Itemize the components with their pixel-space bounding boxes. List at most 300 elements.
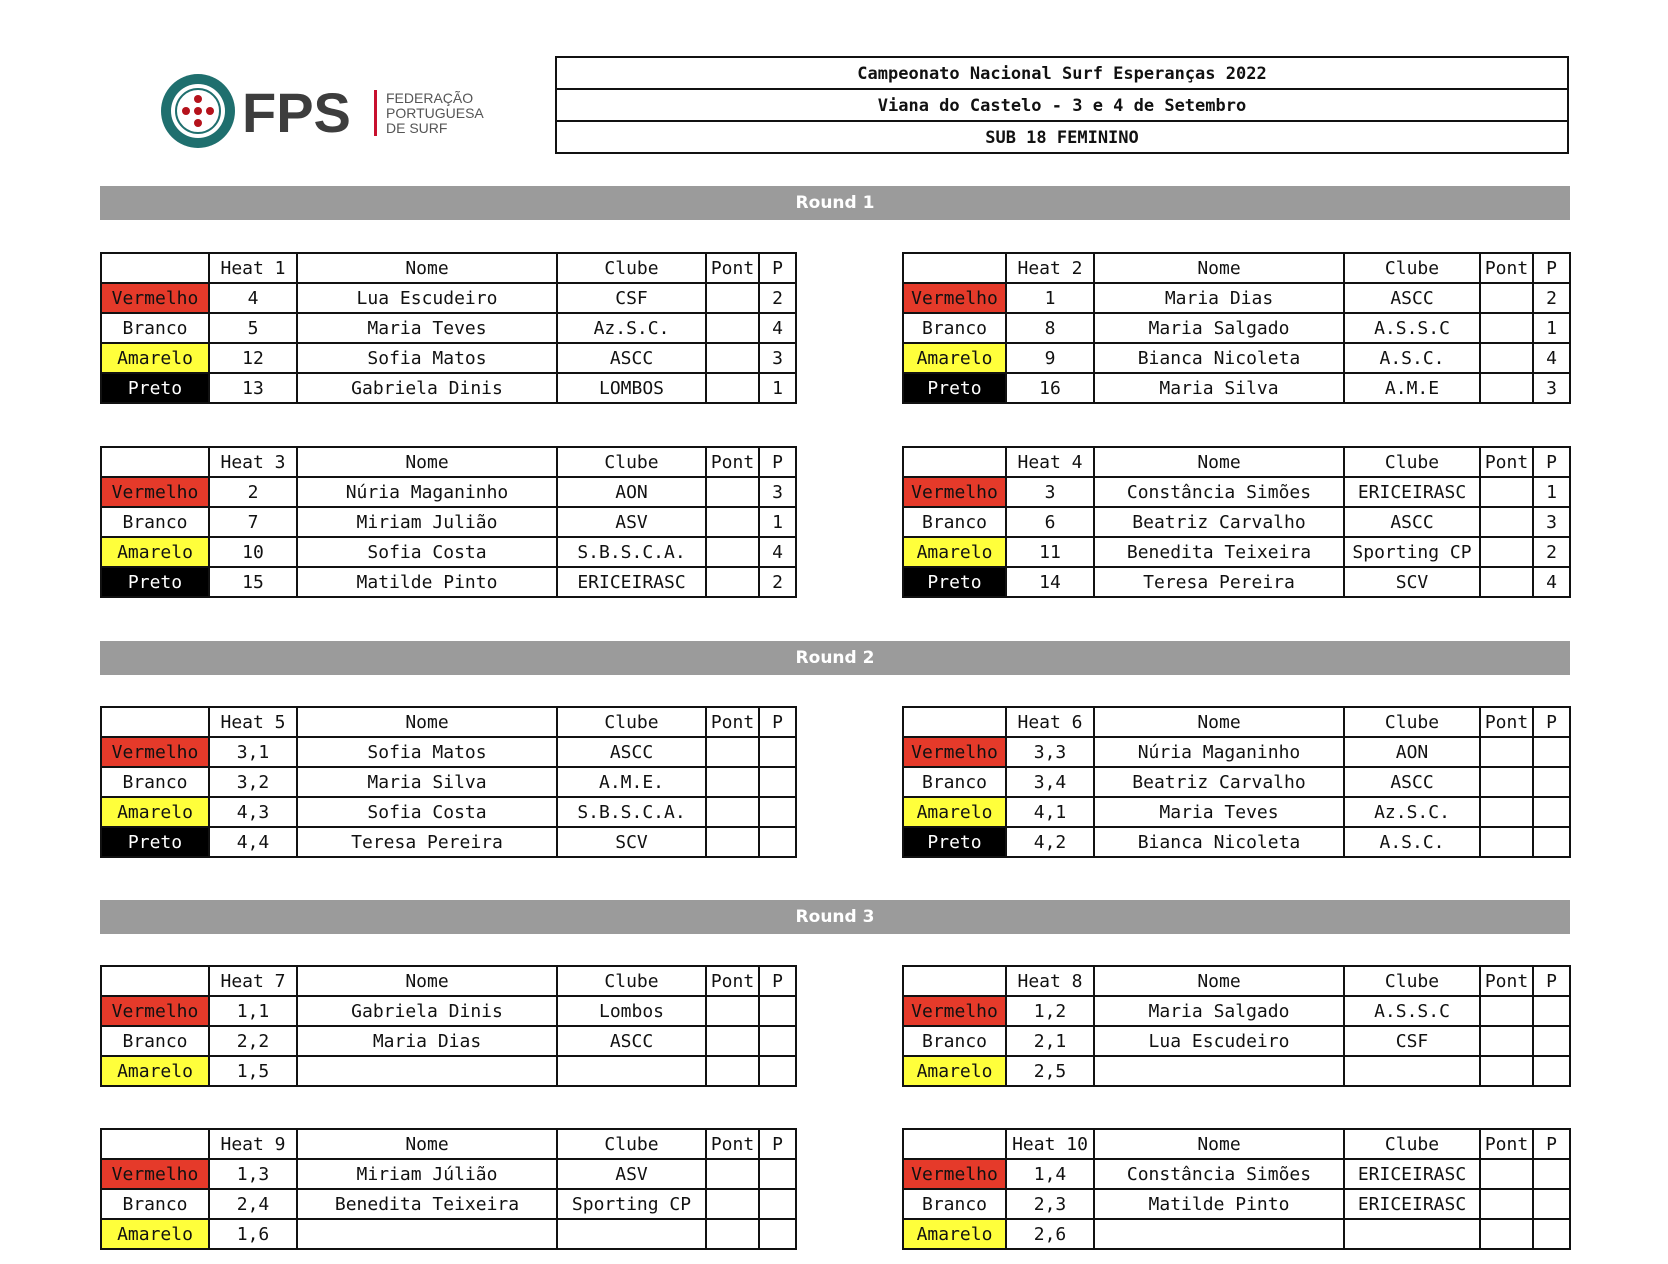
place xyxy=(759,1189,796,1219)
surfer-name: Bianca Nicoleta xyxy=(1094,827,1344,857)
score xyxy=(706,567,759,597)
nome-header: Nome xyxy=(297,1129,557,1159)
table-row xyxy=(101,1189,796,1219)
nome-header: Nome xyxy=(1094,707,1344,737)
heat-label: Heat 5 xyxy=(209,707,297,737)
event-location: Viana do Castelo - 3 e 4 de Setembro xyxy=(557,90,1567,122)
heat-table-7 xyxy=(100,965,797,1087)
place xyxy=(759,1219,796,1249)
seed: 1 xyxy=(1006,283,1094,313)
seed: 2 xyxy=(209,477,297,507)
place xyxy=(759,996,796,1026)
seed: 1,3 xyxy=(209,1159,297,1189)
club: A.S.S.C xyxy=(1344,996,1480,1026)
heat-header-row xyxy=(101,707,796,737)
heat-table-2 xyxy=(902,252,1571,404)
score xyxy=(706,373,759,403)
seed: 3,2 xyxy=(209,767,297,797)
p-header: P xyxy=(759,1129,796,1159)
place: 4 xyxy=(759,537,796,567)
score xyxy=(706,537,759,567)
surfer-name: Núria Maganinho xyxy=(297,477,557,507)
place: 2 xyxy=(759,567,796,597)
score xyxy=(706,1189,759,1219)
table-row xyxy=(903,567,1570,597)
place xyxy=(1533,1056,1570,1086)
score xyxy=(1480,1159,1533,1189)
table-row xyxy=(101,1219,796,1249)
nome-header: Nome xyxy=(1094,966,1344,996)
pont-header: Pont xyxy=(706,253,759,283)
heat-label: Heat 10 xyxy=(1006,1129,1094,1159)
club: CSF xyxy=(1344,1026,1480,1056)
place xyxy=(759,767,796,797)
seed: 12 xyxy=(209,343,297,373)
color-header-blank xyxy=(903,253,1006,283)
fps-logo xyxy=(158,66,498,156)
heat-header-row xyxy=(101,1129,796,1159)
jersey-color: Branco xyxy=(101,313,209,343)
jersey-color: Branco xyxy=(101,767,209,797)
nome-header: Nome xyxy=(297,966,557,996)
jersey-color: Preto xyxy=(903,827,1006,857)
clube-header: Clube xyxy=(557,1129,706,1159)
place xyxy=(1533,1189,1570,1219)
nome-header: Nome xyxy=(1094,253,1344,283)
score xyxy=(1480,767,1533,797)
pont-header: Pont xyxy=(1480,966,1533,996)
heat-label: Heat 3 xyxy=(209,447,297,477)
nome-header: Nome xyxy=(1094,447,1344,477)
seed: 4,2 xyxy=(1006,827,1094,857)
score xyxy=(1480,313,1533,343)
color-header-blank xyxy=(101,1129,209,1159)
score xyxy=(706,797,759,827)
pont-header: Pont xyxy=(706,707,759,737)
table-row xyxy=(903,537,1570,567)
color-header-blank xyxy=(101,447,209,477)
table-row xyxy=(101,283,796,313)
table-row xyxy=(101,313,796,343)
pont-header: Pont xyxy=(1480,1129,1533,1159)
surfer-name: Sofia Matos xyxy=(297,343,557,373)
score xyxy=(706,1026,759,1056)
color-header-blank xyxy=(903,447,1006,477)
club: A.M.E xyxy=(1344,373,1480,403)
seed: 3,4 xyxy=(1006,767,1094,797)
p-header: P xyxy=(759,253,796,283)
pont-header: Pont xyxy=(706,1129,759,1159)
score xyxy=(706,1159,759,1189)
surfer-name: Sofia Costa xyxy=(297,537,557,567)
clube-header: Clube xyxy=(1344,253,1480,283)
color-header-blank xyxy=(903,966,1006,996)
surfer-name: Benedita Teixeira xyxy=(297,1189,557,1219)
club: AON xyxy=(557,477,706,507)
heat-label: Heat 1 xyxy=(209,253,297,283)
jersey-color: Branco xyxy=(903,767,1006,797)
jersey-color: Preto xyxy=(903,373,1006,403)
club: Az.S.C. xyxy=(1344,797,1480,827)
table-row xyxy=(903,343,1570,373)
table-row xyxy=(101,373,796,403)
place: 4 xyxy=(1533,567,1570,597)
surfer-name: Lua Escudeiro xyxy=(297,283,557,313)
place xyxy=(1533,996,1570,1026)
surfer-name: Maria Teves xyxy=(1094,797,1344,827)
club: ERICEIRASC xyxy=(1344,1189,1480,1219)
surfer-name: Bianca Nicoleta xyxy=(1094,343,1344,373)
heat-label: Heat 4 xyxy=(1006,447,1094,477)
club: ASCC xyxy=(1344,283,1480,313)
logo-line2: PORTUGUESA xyxy=(386,105,484,121)
pont-header: Pont xyxy=(706,447,759,477)
table-row xyxy=(101,996,796,1026)
seed: 2,5 xyxy=(1006,1056,1094,1086)
table-row xyxy=(101,797,796,827)
heat-header-row xyxy=(101,253,796,283)
heat-header-row xyxy=(101,447,796,477)
surfer-name: Teresa Pereira xyxy=(1094,567,1344,597)
jersey-color: Branco xyxy=(903,507,1006,537)
seed: 4 xyxy=(209,283,297,313)
clube-header: Clube xyxy=(557,707,706,737)
jersey-color: Branco xyxy=(903,1189,1006,1219)
nome-header: Nome xyxy=(1094,1129,1344,1159)
clube-header: Clube xyxy=(1344,707,1480,737)
score xyxy=(1480,797,1533,827)
event-title-box xyxy=(555,56,1569,154)
color-header-blank xyxy=(903,707,1006,737)
place xyxy=(1533,1026,1570,1056)
club: ERICEIRASC xyxy=(557,567,706,597)
table-row xyxy=(101,1026,796,1056)
clube-header: Clube xyxy=(1344,966,1480,996)
clube-header: Clube xyxy=(1344,447,1480,477)
table-row xyxy=(903,797,1570,827)
surfer-name: Miriam Julião xyxy=(297,507,557,537)
heat-header-row xyxy=(903,1129,1570,1159)
surfer-name: Núria Maganinho xyxy=(1094,737,1344,767)
club xyxy=(557,1219,706,1249)
jersey-color: Preto xyxy=(101,827,209,857)
heat-table-9 xyxy=(100,1128,797,1250)
clube-header: Clube xyxy=(557,966,706,996)
table-row xyxy=(101,1159,796,1189)
seed: 2,6 xyxy=(1006,1219,1094,1249)
seed: 2,2 xyxy=(209,1026,297,1056)
round-1-bar: Round 1 xyxy=(100,186,1570,220)
color-header-blank xyxy=(101,966,209,996)
score xyxy=(706,1219,759,1249)
surfer-name: Teresa Pereira xyxy=(297,827,557,857)
table-row xyxy=(101,737,796,767)
surfer-name xyxy=(297,1056,557,1086)
surfer-name xyxy=(297,1219,557,1249)
score xyxy=(706,1056,759,1086)
club: Sporting CP xyxy=(557,1189,706,1219)
surfer-name: Constância Simões xyxy=(1094,477,1344,507)
jersey-color: Amarelo xyxy=(101,537,209,567)
place: 1 xyxy=(759,507,796,537)
club: SCV xyxy=(557,827,706,857)
surfer-name: Maria Dias xyxy=(1094,283,1344,313)
club: S.B.S.C.A. xyxy=(557,797,706,827)
seed: 1,6 xyxy=(209,1219,297,1249)
table-row xyxy=(903,313,1570,343)
table-row xyxy=(903,1026,1570,1056)
score xyxy=(1480,1056,1533,1086)
place: 4 xyxy=(1533,343,1570,373)
color-header-blank xyxy=(101,707,209,737)
jersey-color: Branco xyxy=(903,1026,1006,1056)
club: LOMBOS xyxy=(557,373,706,403)
seed: 11 xyxy=(1006,537,1094,567)
score xyxy=(706,343,759,373)
nome-header: Nome xyxy=(297,447,557,477)
table-row xyxy=(903,507,1570,537)
surfer-name: Maria Dias xyxy=(297,1026,557,1056)
club: A.S.S.C xyxy=(1344,313,1480,343)
place xyxy=(1533,1159,1570,1189)
heat-header-row xyxy=(903,707,1570,737)
table-row xyxy=(903,373,1570,403)
seed: 14 xyxy=(1006,567,1094,597)
pont-header: Pont xyxy=(1480,253,1533,283)
club: A.S.C. xyxy=(1344,343,1480,373)
score xyxy=(1480,1026,1533,1056)
table-row xyxy=(903,737,1570,767)
place xyxy=(1533,737,1570,767)
jersey-color: Vermelho xyxy=(101,1159,209,1189)
seed: 1,5 xyxy=(209,1056,297,1086)
score xyxy=(706,313,759,343)
surfer-name xyxy=(1094,1219,1344,1249)
seed: 8 xyxy=(1006,313,1094,343)
surfer-name: Benedita Teixeira xyxy=(1094,537,1344,567)
pont-header: Pont xyxy=(706,966,759,996)
club: ASCC xyxy=(557,1026,706,1056)
logo-line1: FEDERAÇÃO xyxy=(386,90,474,106)
round-3-bar: Round 3 xyxy=(100,900,1570,934)
jersey-color: Amarelo xyxy=(101,1219,209,1249)
seed: 9 xyxy=(1006,343,1094,373)
jersey-color: Amarelo xyxy=(903,343,1006,373)
heat-table-10 xyxy=(902,1128,1571,1250)
clube-header: Clube xyxy=(557,447,706,477)
place: 1 xyxy=(1533,313,1570,343)
place: 1 xyxy=(1533,477,1570,507)
score xyxy=(1480,507,1533,537)
club: Lombos xyxy=(557,996,706,1026)
jersey-color: Vermelho xyxy=(903,477,1006,507)
score xyxy=(1480,1219,1533,1249)
heat-table-6 xyxy=(902,706,1571,858)
heat-label: Heat 7 xyxy=(209,966,297,996)
place: 2 xyxy=(1533,537,1570,567)
table-row xyxy=(101,567,796,597)
table-row xyxy=(903,1189,1570,1219)
club: ASV xyxy=(557,507,706,537)
score xyxy=(706,996,759,1026)
surfer-name: Beatriz Carvalho xyxy=(1094,507,1344,537)
score xyxy=(1480,373,1533,403)
p-header: P xyxy=(759,707,796,737)
surfer-name xyxy=(1094,1056,1344,1086)
pont-header: Pont xyxy=(1480,447,1533,477)
surfer-name: Maria Salgado xyxy=(1094,313,1344,343)
table-row xyxy=(903,477,1570,507)
surfer-name: Maria Teves xyxy=(297,313,557,343)
table-row xyxy=(101,827,796,857)
jersey-color: Preto xyxy=(101,373,209,403)
p-header: P xyxy=(759,447,796,477)
seed: 2,4 xyxy=(209,1189,297,1219)
club: ASCC xyxy=(557,343,706,373)
score xyxy=(1480,737,1533,767)
heat-header-row xyxy=(101,966,796,996)
club xyxy=(1344,1056,1480,1086)
seed: 6 xyxy=(1006,507,1094,537)
surfer-name: Miriam Júlião xyxy=(297,1159,557,1189)
score xyxy=(706,767,759,797)
clube-header: Clube xyxy=(1344,1129,1480,1159)
seed: 15 xyxy=(209,567,297,597)
place: 3 xyxy=(759,477,796,507)
place: 1 xyxy=(759,373,796,403)
event-name: Campeonato Nacional Surf Esperanças 2022 xyxy=(557,58,1567,90)
table-row xyxy=(101,537,796,567)
club xyxy=(1344,1219,1480,1249)
logo-mark: FPS xyxy=(242,81,351,144)
seed: 16 xyxy=(1006,373,1094,403)
place: 4 xyxy=(759,313,796,343)
club: ASCC xyxy=(1344,507,1480,537)
place xyxy=(759,1026,796,1056)
p-header: P xyxy=(1533,707,1570,737)
jersey-color: Amarelo xyxy=(101,1056,209,1086)
place xyxy=(1533,1219,1570,1249)
surfer-name: Matilde Pinto xyxy=(1094,1189,1344,1219)
pont-header: Pont xyxy=(1480,707,1533,737)
table-row xyxy=(101,767,796,797)
table-row xyxy=(903,996,1570,1026)
jersey-color: Amarelo xyxy=(101,797,209,827)
table-row xyxy=(101,477,796,507)
jersey-color: Amarelo xyxy=(903,537,1006,567)
club: Sporting CP xyxy=(1344,537,1480,567)
club: CSF xyxy=(557,283,706,313)
place xyxy=(1533,797,1570,827)
place: 2 xyxy=(759,283,796,313)
place xyxy=(759,737,796,767)
place: 3 xyxy=(759,343,796,373)
surfer-name: Gabriela Dinis xyxy=(297,373,557,403)
surfer-name: Gabriela Dinis xyxy=(297,996,557,1026)
jersey-color: Vermelho xyxy=(903,283,1006,313)
jersey-color: Preto xyxy=(101,567,209,597)
jersey-color: Amarelo xyxy=(903,797,1006,827)
jersey-color: Vermelho xyxy=(101,996,209,1026)
table-row xyxy=(101,1056,796,1086)
table-row xyxy=(903,1056,1570,1086)
surfer-name: Maria Salgado xyxy=(1094,996,1344,1026)
jersey-color: Amarelo xyxy=(101,343,209,373)
place xyxy=(1533,827,1570,857)
score xyxy=(706,283,759,313)
club: ERICEIRASC xyxy=(1344,477,1480,507)
surfer-name: Beatriz Carvalho xyxy=(1094,767,1344,797)
seed: 1,1 xyxy=(209,996,297,1026)
club: A.M.E. xyxy=(557,767,706,797)
seed: 4,3 xyxy=(209,797,297,827)
seed: 3,1 xyxy=(209,737,297,767)
seed: 3,3 xyxy=(1006,737,1094,767)
jersey-color: Vermelho xyxy=(903,737,1006,767)
nome-header: Nome xyxy=(297,253,557,283)
place xyxy=(759,1056,796,1086)
score xyxy=(1480,567,1533,597)
jersey-color: Branco xyxy=(101,507,209,537)
jersey-color: Branco xyxy=(101,1026,209,1056)
p-header: P xyxy=(759,966,796,996)
heat-table-5 xyxy=(100,706,797,858)
score xyxy=(1480,283,1533,313)
seed: 2,1 xyxy=(1006,1026,1094,1056)
jersey-color: Branco xyxy=(101,1189,209,1219)
club: ASV xyxy=(557,1159,706,1189)
event-category: SUB 18 FEMININO xyxy=(985,128,1139,148)
place: 2 xyxy=(1533,283,1570,313)
surfer-name: Maria Silva xyxy=(297,767,557,797)
jersey-color: Amarelo xyxy=(903,1219,1006,1249)
logo-line3: DE SURF xyxy=(386,120,448,136)
p-header: P xyxy=(1533,253,1570,283)
heat-label: Heat 2 xyxy=(1006,253,1094,283)
club xyxy=(557,1056,706,1086)
heat-table-4 xyxy=(902,446,1571,598)
surfer-name: Sofia Matos xyxy=(297,737,557,767)
surfer-name: Sofia Costa xyxy=(297,797,557,827)
score xyxy=(1480,343,1533,373)
club: AON xyxy=(1344,737,1480,767)
table-row xyxy=(101,343,796,373)
seed: 5 xyxy=(209,313,297,343)
place: 3 xyxy=(1533,507,1570,537)
score xyxy=(706,507,759,537)
seed: 10 xyxy=(209,537,297,567)
surfer-name: Maria Silva xyxy=(1094,373,1344,403)
surfer-name: Lua Escudeiro xyxy=(1094,1026,1344,1056)
score xyxy=(1480,537,1533,567)
table-row xyxy=(903,767,1570,797)
seed: 2,3 xyxy=(1006,1189,1094,1219)
jersey-color: Vermelho xyxy=(101,477,209,507)
seed: 1,4 xyxy=(1006,1159,1094,1189)
heat-table-8 xyxy=(902,965,1571,1087)
score xyxy=(1480,1189,1533,1219)
color-header-blank xyxy=(101,253,209,283)
surfer-name: Matilde Pinto xyxy=(297,567,557,597)
heat-label: Heat 8 xyxy=(1006,966,1094,996)
table-row xyxy=(903,1159,1570,1189)
heat-label: Heat 6 xyxy=(1006,707,1094,737)
place xyxy=(1533,767,1570,797)
club: Az.S.C. xyxy=(557,313,706,343)
heat-header-row xyxy=(903,966,1570,996)
table-row xyxy=(101,507,796,537)
club: ERICEIRASC xyxy=(1344,1159,1480,1189)
